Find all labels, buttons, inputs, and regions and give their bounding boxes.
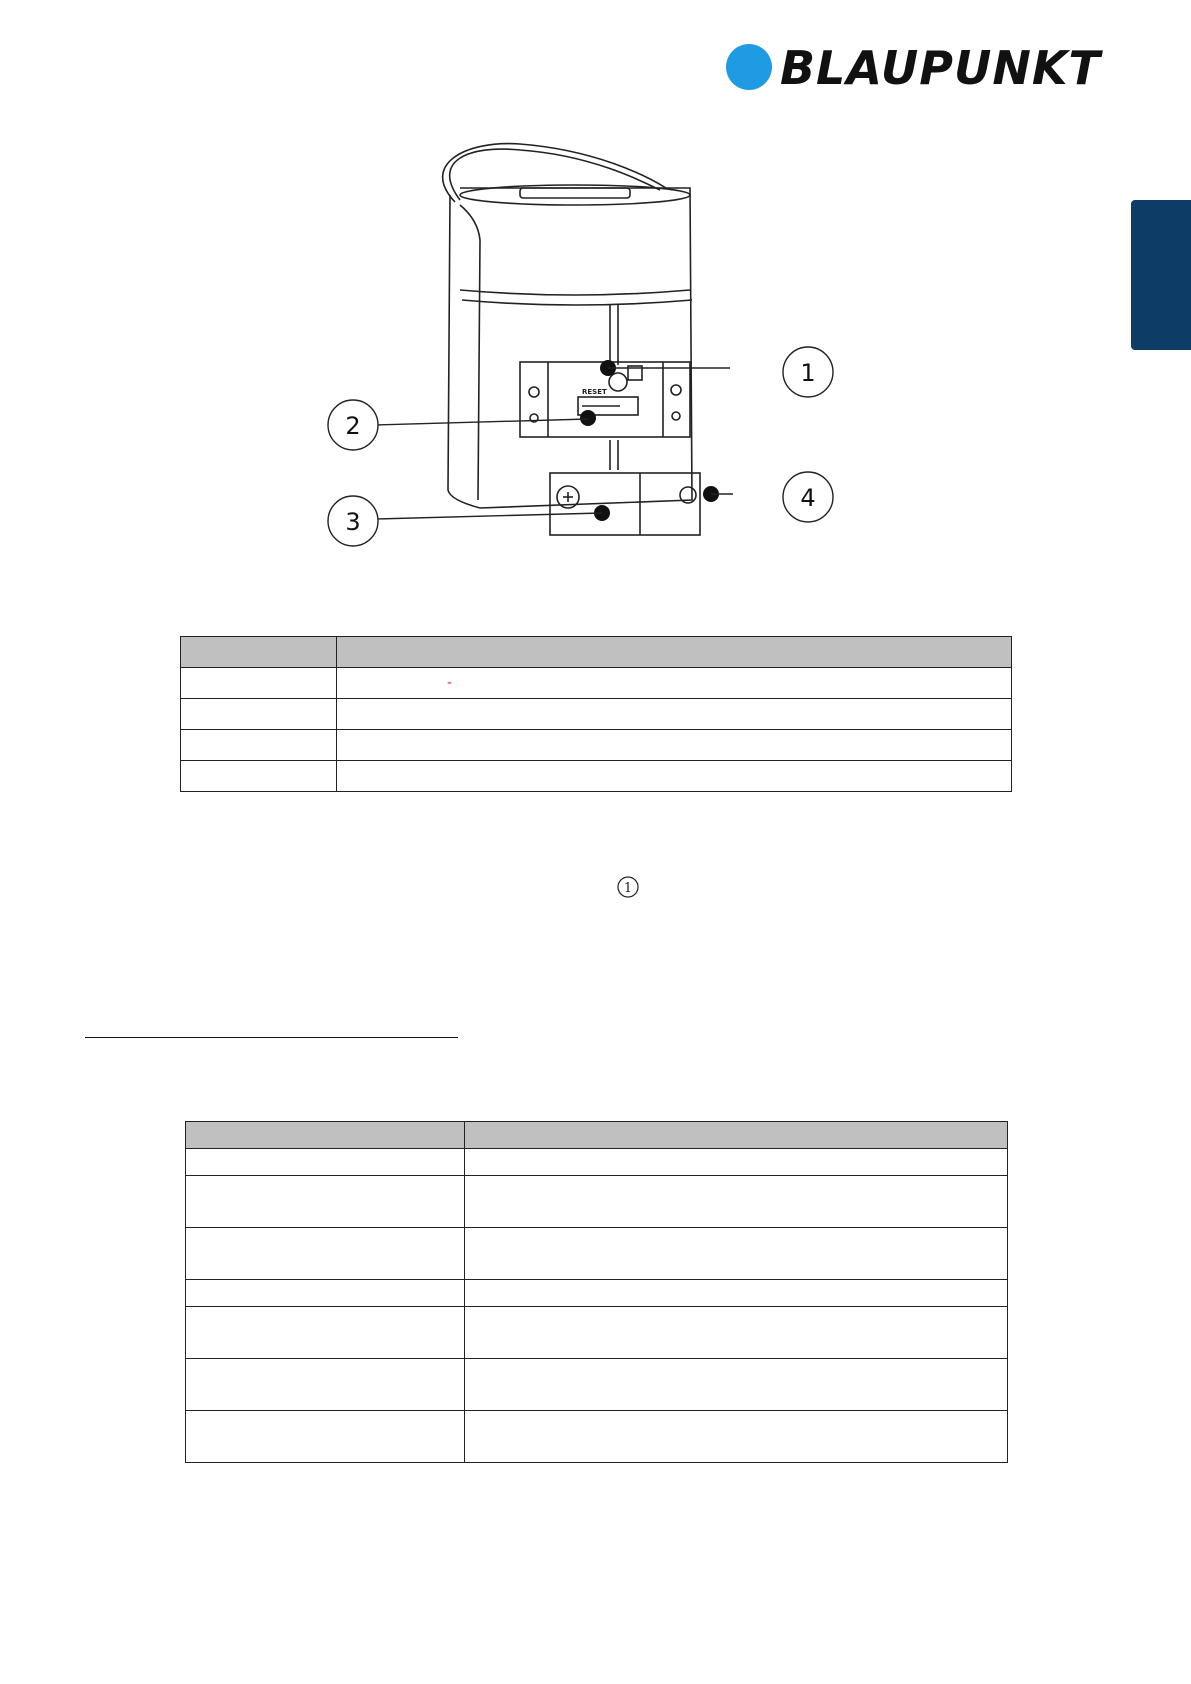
red-marker: - <box>447 675 453 691</box>
table-row <box>186 1359 1008 1411</box>
table-header-row <box>181 637 1012 668</box>
camera-diagram <box>320 140 860 560</box>
circled-number-icon <box>617 876 639 898</box>
table-row <box>181 730 1012 761</box>
section-tab <box>1131 200 1191 350</box>
callout-2 <box>328 400 378 450</box>
brand-logo <box>708 38 1148 98</box>
component-table <box>180 636 1012 792</box>
callout-3 <box>328 496 378 546</box>
table-row <box>181 699 1012 730</box>
table-row <box>186 1176 1008 1228</box>
callout-4 <box>783 472 833 522</box>
table-row <box>186 1228 1008 1280</box>
table-row <box>181 668 1012 699</box>
table-row <box>186 1307 1008 1359</box>
table-row <box>186 1149 1008 1176</box>
section-heading-underline <box>85 1037 458 1038</box>
table-row <box>186 1280 1008 1307</box>
specification-table <box>185 1121 1008 1463</box>
svg-text:3: 3 <box>345 508 361 536</box>
callout-1 <box>783 347 833 397</box>
logo-text: BLAUPUNKT <box>780 41 1101 95</box>
svg-text:1: 1 <box>623 881 633 896</box>
reset-label: RESET <box>582 388 607 396</box>
svg-text:2: 2 <box>345 412 361 440</box>
table-row <box>181 761 1012 792</box>
svg-text:4: 4 <box>800 484 816 512</box>
table-row <box>186 1411 1008 1463</box>
table-header-row <box>186 1122 1008 1149</box>
svg-text:1: 1 <box>800 359 816 387</box>
logo-dot-icon <box>726 44 772 90</box>
